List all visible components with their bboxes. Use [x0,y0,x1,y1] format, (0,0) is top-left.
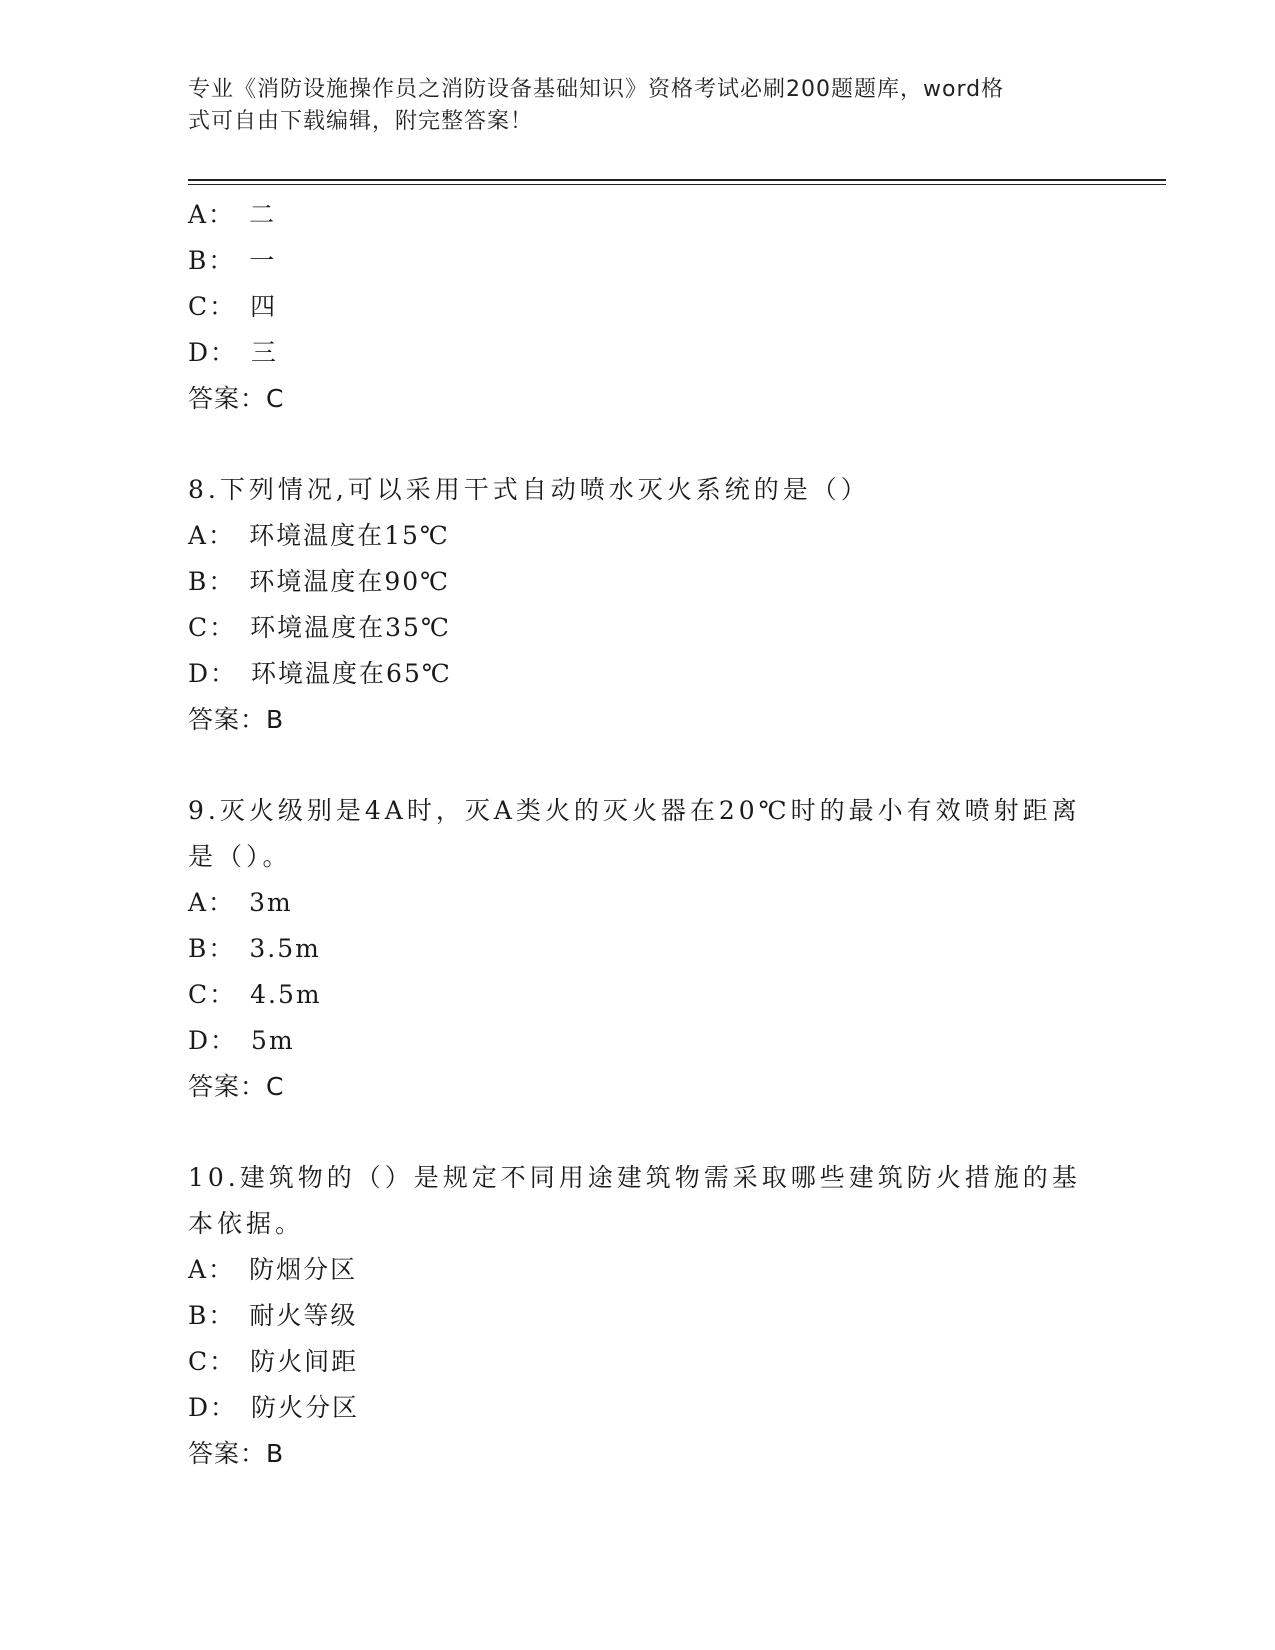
option-text: 3m [249,888,293,917]
header-divider-thin [188,184,1166,185]
option-c [188,972,1088,1018]
question-stem-continued: 本依据。 [188,1209,305,1238]
option-a [188,513,1088,559]
option-text: 5m [251,1026,295,1055]
option-text: 一 [249,246,277,275]
option-text: 防火间距 [250,1347,359,1376]
question-stem-continued: 是（）。 [188,842,292,871]
option-d [188,330,1088,376]
option-label: A： [188,1255,236,1284]
option-label: C： [188,1347,237,1376]
question-list [188,192,1088,1477]
option-c [188,1339,1088,1385]
option-text: 环境温度在90℃ [249,567,451,596]
option-text: 耐火等级 [249,1301,358,1330]
option-text: 环境温度在15℃ [249,521,450,550]
option-label: D： [188,1026,238,1055]
option-label: C： [188,980,237,1009]
option-label: D： [188,659,238,688]
question-block-10 [188,1155,1088,1477]
option-label: B： [188,934,236,963]
option-label: B： [188,567,236,596]
option-b [188,1293,1088,1339]
answer-line: 答案：C [188,1072,285,1101]
option-text: 防火分区 [251,1393,360,1422]
option-d [188,1385,1088,1431]
answer-line: 答案：B [188,705,285,734]
option-a [188,880,1088,926]
option-label: B： [188,246,236,275]
option-text: 二 [249,200,277,229]
option-label: D： [188,338,238,367]
option-label: D： [188,1393,238,1422]
option-text: 防烟分区 [249,1255,358,1284]
option-label: C： [188,613,237,642]
option-d [188,1018,1088,1064]
answer-line: 答案：B [188,1439,285,1468]
option-b [188,238,1088,284]
option-label: C： [188,292,237,321]
question-block-8 [188,467,1088,743]
option-text: 4.5m [250,980,322,1009]
option-b [188,559,1088,605]
question-stem: 10.建筑物的（）是规定不同用途建筑物需采取哪些建筑防火措施的基 [188,1163,1081,1192]
option-text: 3.5m [249,934,321,963]
option-text: 环境温度在35℃ [250,613,451,642]
header-divider-thick [188,179,1166,181]
option-a [188,192,1088,238]
header-line-1: 专业《消防设施操作员之消防设备基础知识》资格考试必刷200题题库，word格 [188,77,1005,102]
answer-line: 答案：C [188,384,285,413]
option-text: 三 [251,338,279,367]
option-c [188,284,1088,330]
option-label: A： [188,521,236,550]
question-stem: 9.灭火级别是4A时，灭A类火的灭火器在20℃时的最小有效喷射距离 [188,796,1081,825]
option-label: B： [188,1301,236,1330]
option-text: 四 [250,292,278,321]
option-d [188,651,1088,697]
header-line-2: 式可自由下载编辑，附完整答案！ [188,109,534,134]
question-stem: 8.下列情况,可以采用干式自动喷水灭火系统的是（） [188,475,870,504]
option-a [188,1247,1088,1293]
question-block-7 [188,192,1088,422]
question-block-9 [188,788,1088,1110]
option-b [188,926,1088,972]
option-label: A： [188,888,236,917]
document-header [188,74,1088,138]
option-c [188,605,1088,651]
option-text: 环境温度在65℃ [251,659,452,688]
option-label: A： [188,200,236,229]
